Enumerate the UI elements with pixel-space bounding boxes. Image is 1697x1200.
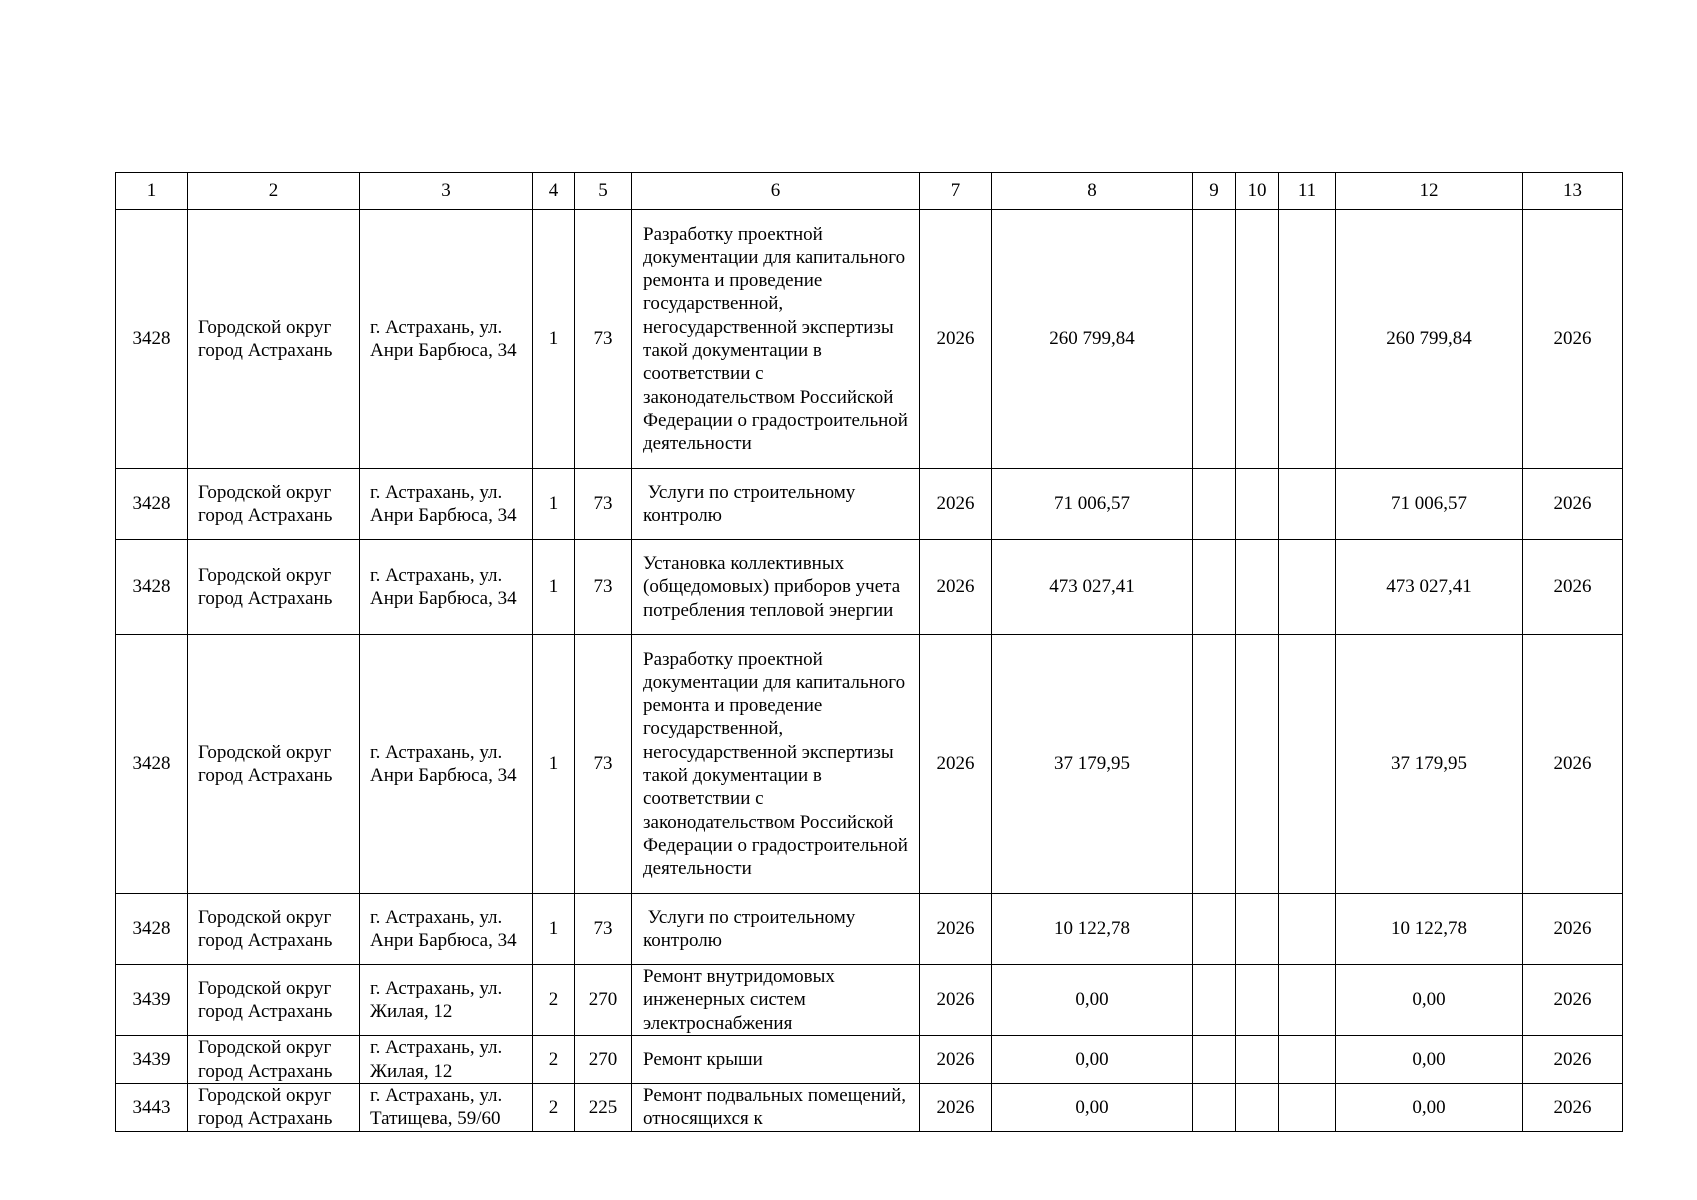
header-cell: 11 xyxy=(1279,173,1336,210)
year-cell: 2026 xyxy=(920,210,992,469)
col12-cell: 10 122,78 xyxy=(1336,894,1523,965)
header-cell: 13 xyxy=(1523,173,1623,210)
col12-cell: 0,00 xyxy=(1336,1036,1523,1084)
col11-cell xyxy=(1279,965,1336,1036)
col9-cell xyxy=(1193,540,1236,635)
col13-cell: 2026 xyxy=(1523,469,1623,540)
municipality-cell: Городской округ город Астрахань xyxy=(188,540,360,635)
col4-cell: 1 xyxy=(533,635,575,894)
municipality-cell: Городской округ город Астрахань xyxy=(188,894,360,965)
col13-cell: 2026 xyxy=(1523,210,1623,469)
header-cell: 1 xyxy=(116,173,188,210)
address-cell: г. Астрахань, ул. Татищева, 59/60 xyxy=(360,1084,533,1132)
cost-cell: 0,00 xyxy=(992,965,1193,1036)
col4-cell: 1 xyxy=(533,210,575,469)
address-cell: г. Астрахань, ул. Анри Барбюса, 34 xyxy=(360,469,533,540)
year-cell: 2026 xyxy=(920,635,992,894)
year-cell: 2026 xyxy=(920,965,992,1036)
col12-cell: 473 027,41 xyxy=(1336,540,1523,635)
col4-cell: 2 xyxy=(533,1036,575,1084)
address-cell: г. Астрахань, ул. Анри Барбюса, 34 xyxy=(360,635,533,894)
col11-cell xyxy=(1279,1084,1336,1132)
cost-cell: 71 006,57 xyxy=(992,469,1193,540)
col12-cell: 260 799,84 xyxy=(1336,210,1523,469)
house-id-cell: 3428 xyxy=(116,210,188,469)
house-id-cell: 3439 xyxy=(116,1036,188,1084)
col11-cell xyxy=(1279,540,1336,635)
col11-cell xyxy=(1279,1036,1336,1084)
work-type-cell: Услуги по строительному контролю xyxy=(632,894,920,965)
col5-cell: 73 xyxy=(575,469,632,540)
house-id-cell: 3428 xyxy=(116,894,188,965)
column-number-row xyxy=(116,173,1623,210)
municipality-cell: Городской округ город Астрахань xyxy=(188,1084,360,1132)
col4-cell: 1 xyxy=(533,469,575,540)
header-cell: 8 xyxy=(992,173,1193,210)
document-page xyxy=(115,172,1622,1132)
col9-cell xyxy=(1193,1036,1236,1084)
address-cell: г. Астрахань, ул. Жилая, 12 xyxy=(360,965,533,1036)
table-row xyxy=(116,965,1623,1036)
col9-cell xyxy=(1193,469,1236,540)
col5-cell: 73 xyxy=(575,894,632,965)
col10-cell xyxy=(1236,965,1279,1036)
col9-cell xyxy=(1193,210,1236,469)
cost-cell: 0,00 xyxy=(992,1036,1193,1084)
house-id-cell: 3428 xyxy=(116,635,188,894)
col4-cell: 1 xyxy=(533,894,575,965)
col4-cell: 2 xyxy=(533,1084,575,1132)
col12-cell: 37 179,95 xyxy=(1336,635,1523,894)
col9-cell xyxy=(1193,894,1236,965)
col5-cell: 270 xyxy=(575,965,632,1036)
col11-cell xyxy=(1279,210,1336,469)
col4-cell: 1 xyxy=(533,540,575,635)
table-row xyxy=(116,894,1623,965)
col13-cell: 2026 xyxy=(1523,894,1623,965)
house-id-cell: 3428 xyxy=(116,469,188,540)
col5-cell: 225 xyxy=(575,1084,632,1132)
col12-cell: 0,00 xyxy=(1336,965,1523,1036)
work-type-cell: Разработку проектной документации для капитального ремонта и проведение государственной, негосударственной экспертизы такой документации в соответствии с законодательством Российской Федерации о градостроительной деятельности xyxy=(632,635,920,894)
table-row xyxy=(116,210,1623,469)
table-row xyxy=(116,469,1623,540)
col10-cell xyxy=(1236,210,1279,469)
work-type-cell xyxy=(632,1084,920,1132)
col10-cell xyxy=(1236,635,1279,894)
col4-cell: 2 xyxy=(533,965,575,1036)
col10-cell xyxy=(1236,469,1279,540)
table-row xyxy=(116,1084,1623,1132)
header-cell: 6 xyxy=(632,173,920,210)
col11-cell xyxy=(1279,635,1336,894)
municipality-cell: Городской округ город Астрахань xyxy=(188,635,360,894)
col12-cell: 0,00 xyxy=(1336,1084,1523,1132)
col10-cell xyxy=(1236,894,1279,965)
work-type-cell: Ремонт внутридомовых инженерных систем электроснабжения xyxy=(632,965,920,1036)
address-cell: г. Астрахань, ул. Анри Барбюса, 34 xyxy=(360,540,533,635)
col13-cell: 2026 xyxy=(1523,635,1623,894)
work-type-cell: Разработку проектной документации для капитального ремонта и проведение государственной, негосударственной экспертизы такой документации в соответствии с законодательством Российской Федерации о градостроительной деятельности xyxy=(632,210,920,469)
cost-cell: 0,00 xyxy=(992,1084,1193,1132)
header-cell: 2 xyxy=(188,173,360,210)
col10-cell xyxy=(1236,540,1279,635)
col12-cell: 71 006,57 xyxy=(1336,469,1523,540)
cost-cell: 10 122,78 xyxy=(992,894,1193,965)
col13-cell: 2026 xyxy=(1523,965,1623,1036)
col5-cell: 270 xyxy=(575,1036,632,1084)
col11-cell xyxy=(1279,894,1336,965)
capital-repair-table xyxy=(115,172,1623,1132)
header-cell: 4 xyxy=(533,173,575,210)
col10-cell xyxy=(1236,1036,1279,1084)
house-id-cell: 3443 xyxy=(116,1084,188,1132)
municipality-cell: Городской округ город Астрахань xyxy=(188,965,360,1036)
header-cell: 10 xyxy=(1236,173,1279,210)
col5-cell: 73 xyxy=(575,210,632,469)
col10-cell xyxy=(1236,1084,1279,1132)
work-type-text: Ремонт подвальных помещений, относящихся к xyxy=(643,1085,911,1130)
year-cell: 2026 xyxy=(920,1084,992,1132)
header-cell: 7 xyxy=(920,173,992,210)
year-cell: 2026 xyxy=(920,1036,992,1084)
municipality-cell: Городской округ город Астрахань xyxy=(188,210,360,469)
table-row xyxy=(116,540,1623,635)
col9-cell xyxy=(1193,1084,1236,1132)
header-cell: 3 xyxy=(360,173,533,210)
col11-cell xyxy=(1279,469,1336,540)
municipality-cell: Городской округ город Астрахань xyxy=(188,1036,360,1084)
year-cell: 2026 xyxy=(920,540,992,635)
work-type-cell: Ремонт крыши xyxy=(632,1036,920,1084)
work-type-cell: Услуги по строительному контролю xyxy=(632,469,920,540)
table-row xyxy=(116,635,1623,894)
house-id-cell: 3439 xyxy=(116,965,188,1036)
cost-cell: 37 179,95 xyxy=(992,635,1193,894)
col13-cell: 2026 xyxy=(1523,540,1623,635)
address-cell: г. Астрахань, ул. Анри Барбюса, 34 xyxy=(360,210,533,469)
cost-cell: 473 027,41 xyxy=(992,540,1193,635)
cost-cell: 260 799,84 xyxy=(992,210,1193,469)
year-cell: 2026 xyxy=(920,894,992,965)
work-type-cell: Установка коллективных (общедомовых) приборов учета потребления тепловой энергии xyxy=(632,540,920,635)
col9-cell xyxy=(1193,635,1236,894)
house-id-cell: 3428 xyxy=(116,540,188,635)
col5-cell: 73 xyxy=(575,540,632,635)
table-row xyxy=(116,1036,1623,1084)
header-cell: 5 xyxy=(575,173,632,210)
col9-cell xyxy=(1193,965,1236,1036)
header-cell: 12 xyxy=(1336,173,1523,210)
col13-cell: 2026 xyxy=(1523,1036,1623,1084)
col5-cell: 73 xyxy=(575,635,632,894)
address-cell: г. Астрахань, ул. Анри Барбюса, 34 xyxy=(360,894,533,965)
address-cell: г. Астрахань, ул. Жилая, 12 xyxy=(360,1036,533,1084)
municipality-cell: Городской округ город Астрахань xyxy=(188,469,360,540)
year-cell: 2026 xyxy=(920,469,992,540)
col13-cell: 2026 xyxy=(1523,1084,1623,1132)
header-cell: 9 xyxy=(1193,173,1236,210)
